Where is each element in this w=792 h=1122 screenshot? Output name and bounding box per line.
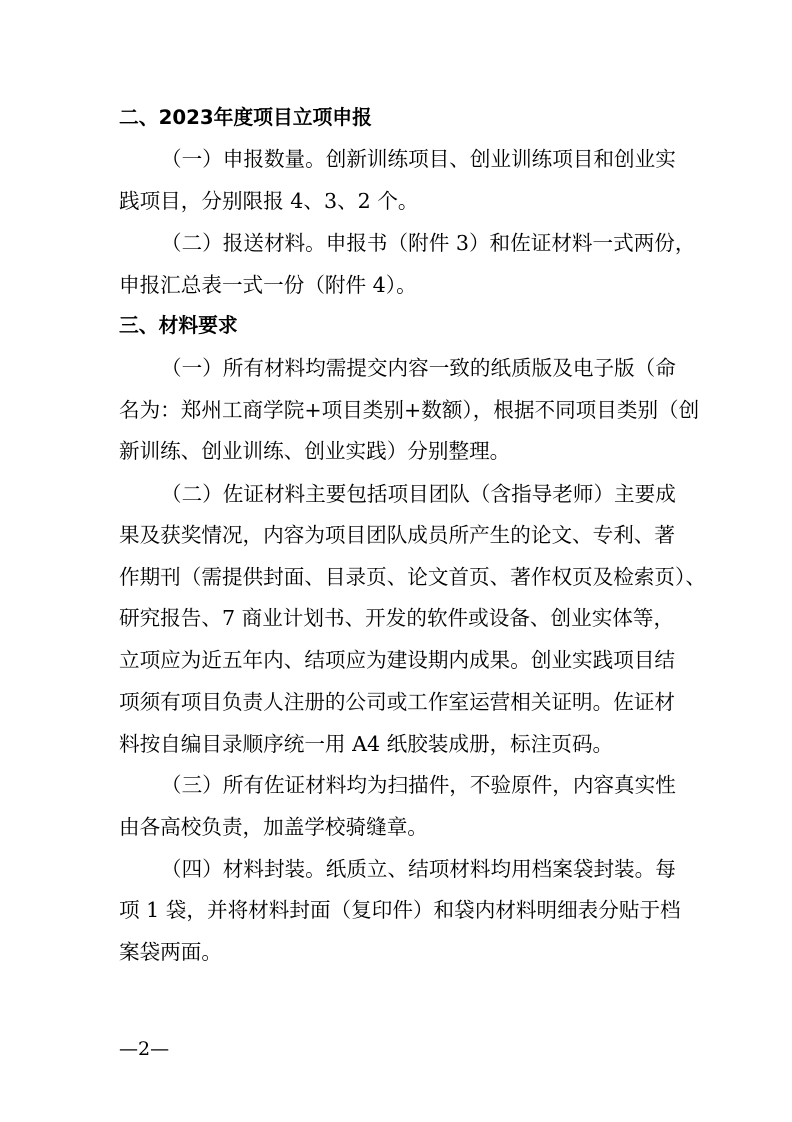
paragraph-text: 立项应为近五年内、结项应为建设期内成果。创业实践项目结 <box>119 648 676 672</box>
paragraph-line <box>0 392 792 428</box>
paragraph-line <box>0 225 792 261</box>
page-number: —2— <box>119 1038 170 1060</box>
paragraph-line <box>0 517 792 553</box>
paragraph-line <box>0 892 792 928</box>
paragraph-text: 料按自编目录顺序统一用 A4 纸胶装成册，标注页码。 <box>119 732 614 756</box>
paragraph-line <box>0 433 792 469</box>
paragraph-line <box>0 851 792 887</box>
paragraph-text: （二）报送材料。申报书（附件 3）和佐证材料一式两份， <box>161 231 696 255</box>
paragraph-line <box>0 809 792 845</box>
paragraph-line <box>0 600 792 636</box>
section-heading <box>0 308 792 344</box>
section-heading <box>0 100 792 136</box>
paragraph-text: 作期刊（需提供封面、目录页、论文首页、著作权页及检索页）、 <box>119 565 706 589</box>
paragraph-line <box>0 183 792 219</box>
page-footer <box>0 1031 792 1067</box>
paragraph-line <box>0 934 792 970</box>
paragraph-line <box>0 684 792 720</box>
heading-text: 二、2023年度项目立项申报 <box>119 106 372 129</box>
heading-text: 三、材料要求 <box>119 314 238 337</box>
paragraph-text: 践项目，分别限报 4、3、2 个。 <box>119 189 419 213</box>
paragraph-text: 研究报告、7 商业计划书、开发的软件或设备、创业实体等， <box>119 606 675 630</box>
paragraph-text: 新训练、创业训练、创业实践）分别整理。 <box>119 439 511 463</box>
paragraph-line <box>0 726 792 762</box>
paragraph-text: 项 1 袋，并将材料封面（复印件）和袋内材料明细表分贴于档 <box>119 898 681 922</box>
paragraph-text: 申报汇总表一式一份（附件 4）。 <box>119 273 417 297</box>
paragraph-line <box>0 559 792 595</box>
paragraph-line <box>0 350 792 386</box>
paragraph-text: 果及获奖情况，内容为项目团队成员所产生的论文、专利、著 <box>119 523 676 547</box>
paragraph-line <box>0 767 792 803</box>
paragraph-line <box>0 642 792 678</box>
paragraph-text: （三）所有佐证材料均为扫描件，不验原件，内容真实性 <box>161 773 676 797</box>
paragraph-text: （二）佐证材料主要包括项目团队（含指导老师）主要成 <box>161 482 676 506</box>
paragraph-text: （一）申报数量。创新训练项目、创业训练项目和创业实 <box>161 147 676 171</box>
paragraph-line <box>0 267 792 303</box>
paragraph-text: 名为：郑州工商学院+项目类别+数额），根据不同项目类别（创 <box>119 398 700 422</box>
paragraph-text: （一）所有材料均需提交内容一致的纸质版及电子版（命 <box>161 356 676 380</box>
paragraph-text: 项须有项目负责人注册的公司或工作室运营相关证明。佐证材 <box>119 690 676 714</box>
paragraph-text: 案袋两面。 <box>119 940 222 964</box>
paragraph-text: （四）材料封装。纸质立、结项材料均用档案袋封装。每 <box>161 857 676 881</box>
paragraph-text: 由各高校负责，加盖学校骑缝章。 <box>119 815 428 839</box>
paragraph-line <box>0 476 792 512</box>
paragraph-line <box>0 141 792 177</box>
